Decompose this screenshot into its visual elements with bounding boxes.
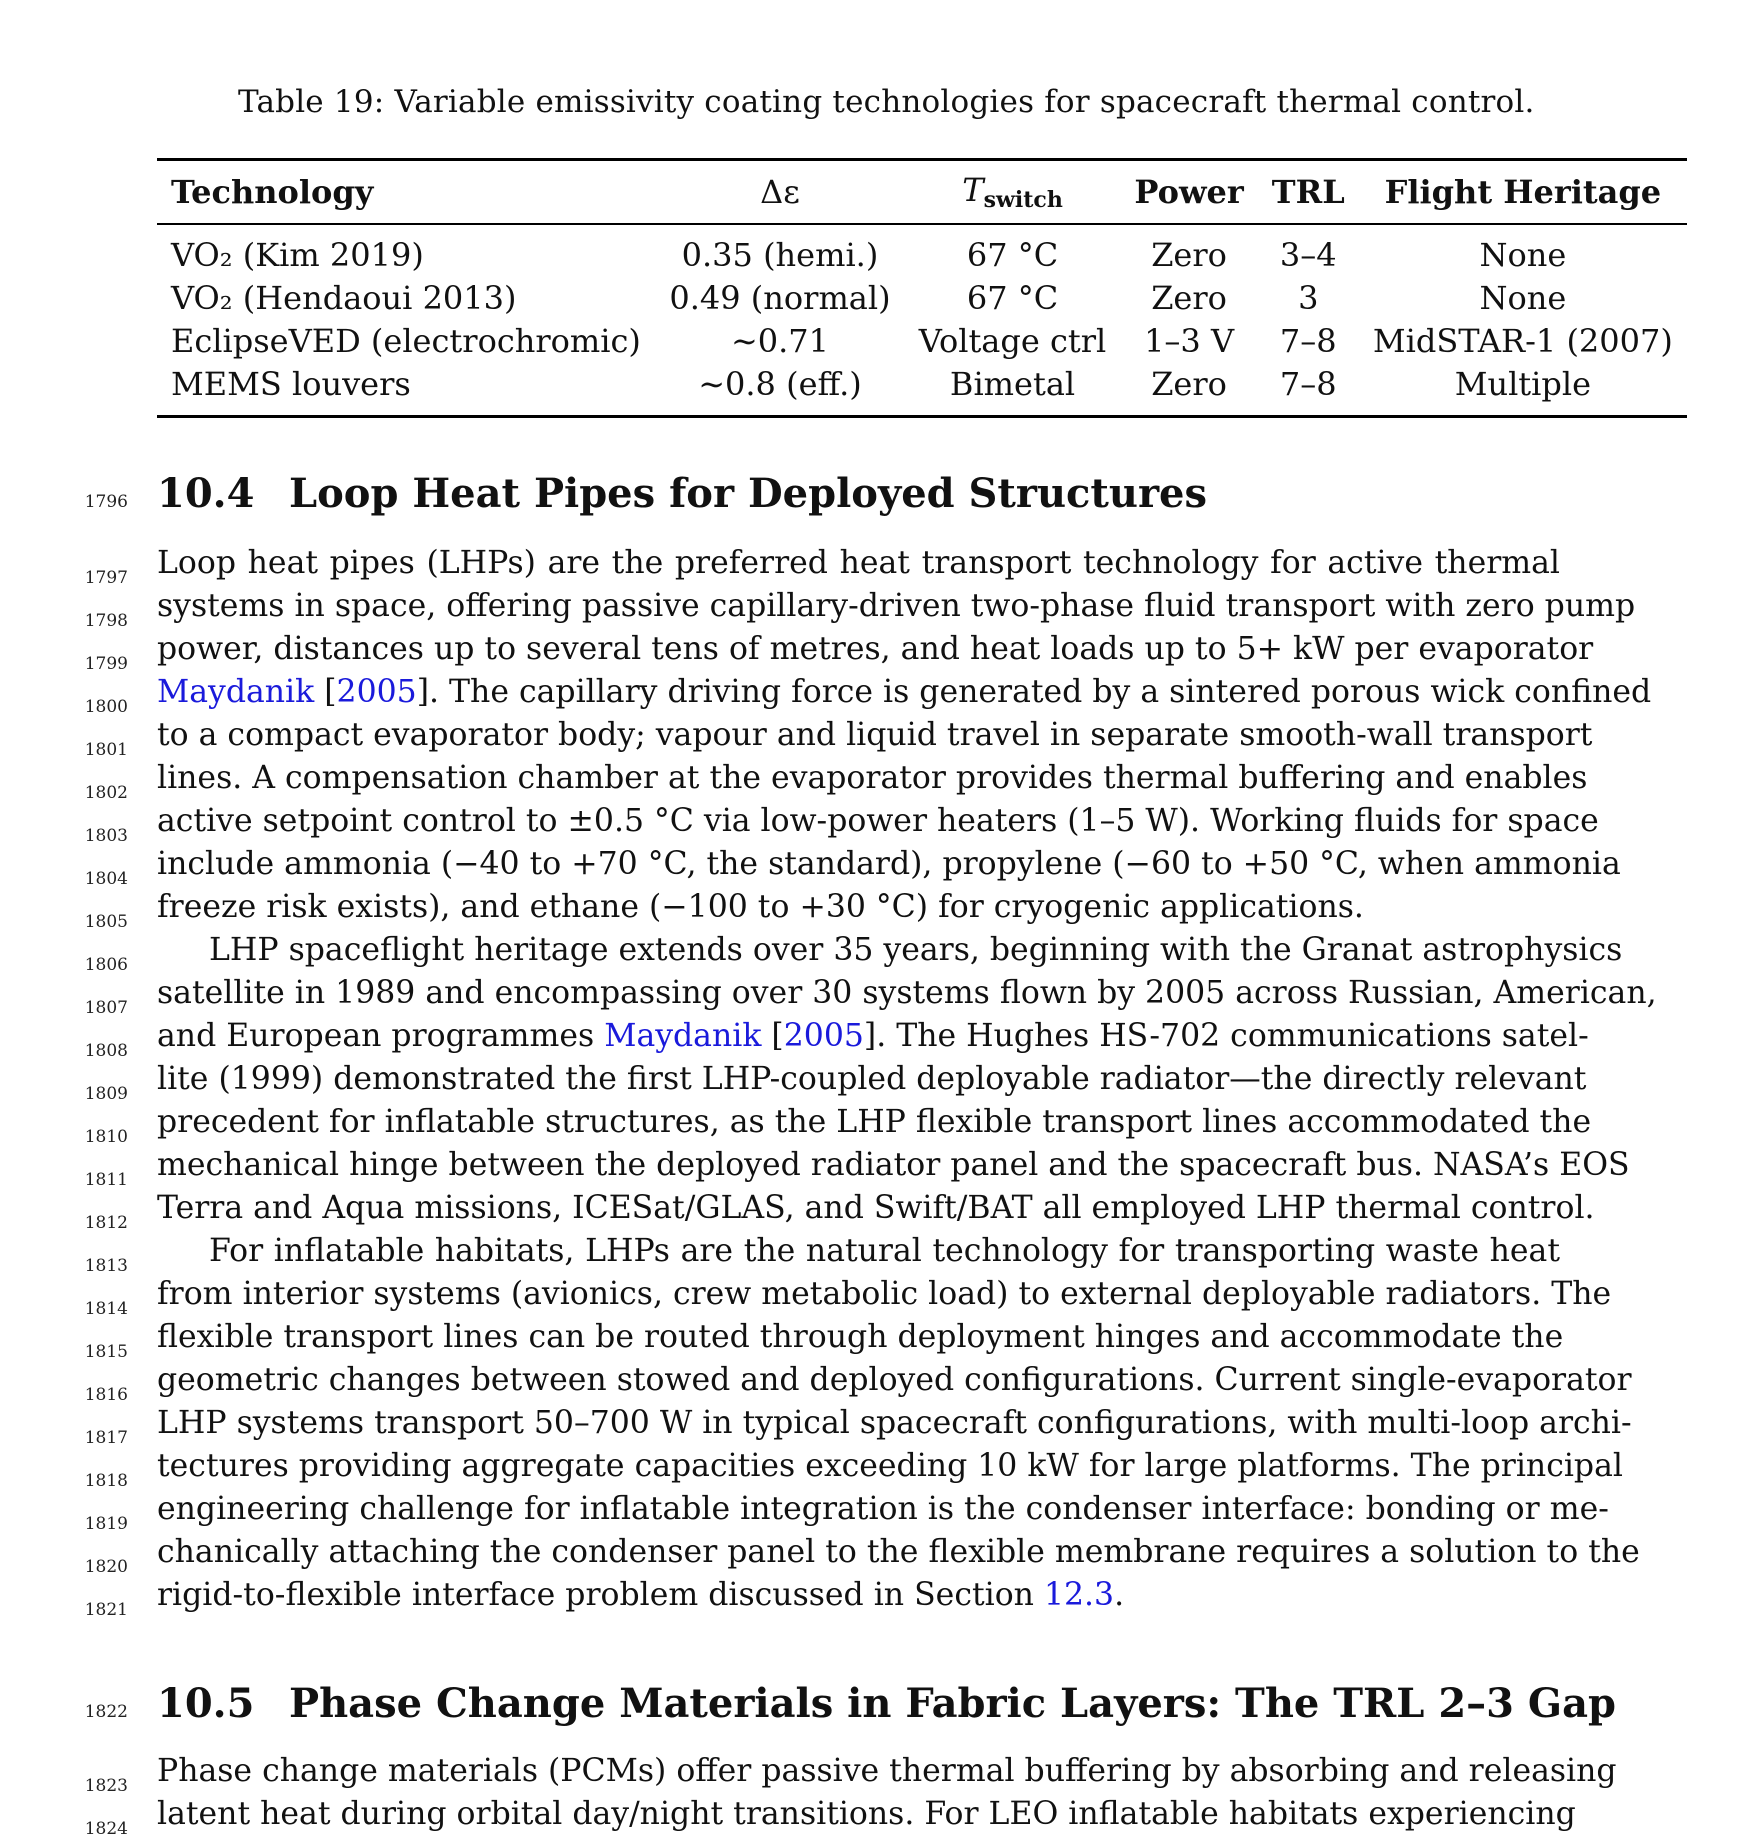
text-line: chanically attaching the condenser panel to the flexible membrane requires a solution to the <box>157 1534 1640 1570</box>
table-row <box>157 224 1687 276</box>
header-delta-epsilon <box>655 160 904 225</box>
line-number: 1809 <box>84 1084 128 1104</box>
cell-tswitch: Bimetal <box>949 364 1076 403</box>
cell-trl: 3 <box>1298 278 1319 317</box>
text-line: satellite in 1989 and encompassing over 30 systems flown by 2005 across Russian, American, <box>157 975 1657 1011</box>
line-number: 1803 <box>84 826 128 846</box>
text-segment: ]. The Hughes HS-702 communications satel- <box>863 1018 1589 1054</box>
line-number: 1816 <box>84 1385 128 1405</box>
text-line: precedent for inflatable structures, as the LHP flexible transport lines accommodated the <box>157 1104 1592 1140</box>
cell-heritage: None <box>1479 278 1567 317</box>
header-delta-epsilon-text: Δε <box>760 173 800 211</box>
section-title: Loop Heat Pipes for Deployed Structures <box>289 470 1208 517</box>
text-line: geometric changes between stowed and deployed configurations. Current single-evaporator <box>157 1362 1632 1398</box>
line-number: 1799 <box>84 654 128 674</box>
section-heading-10-4 <box>157 470 1207 517</box>
line-number: 1806 <box>84 955 128 975</box>
text-line: Phase change materials (PCMs) offer passive thermal buffering by absorbing and releasing <box>157 1753 1617 1789</box>
cell-technology: EclipseVED (electrochromic) <box>171 321 641 360</box>
line-number: 1813 <box>84 1256 128 1276</box>
line-number: 1801 <box>84 740 128 760</box>
text-segment: . <box>1114 1577 1125 1613</box>
text-line: LHP systems transport 50–700 W in typical spacecraft configurations, with multi-loop archi- <box>157 1405 1632 1441</box>
section-heading-10-5 <box>157 1680 1616 1727</box>
line-number: 1817 <box>84 1428 128 1448</box>
line-number: 1805 <box>84 912 128 932</box>
cell-tswitch: 67 °C <box>966 235 1059 274</box>
cell-tswitch: Voltage ctrl <box>918 321 1107 360</box>
text-line <box>157 1574 1560 1617</box>
citation-bracket: [ <box>314 674 337 710</box>
text-line: mechanical hinge between the deployed radiator panel and the spacecraft bus. NASA’s EOS <box>157 1147 1630 1183</box>
cell-power: 1–3 V <box>1144 321 1235 360</box>
text-segment: and European programmes <box>157 1018 605 1054</box>
line-number: 1800 <box>84 697 128 717</box>
text-line <box>157 671 1652 714</box>
header-t-switch <box>905 160 1121 225</box>
line-number: 1819 <box>84 1514 128 1534</box>
line-number: 1797 <box>84 568 128 588</box>
header-t-switch-sub: switch <box>983 187 1063 213</box>
text-line: lite (1999) demonstrated the first LHP-coupled deployable radiator—the directly relevant <box>157 1061 1587 1097</box>
section-number: 10.5 <box>157 1680 255 1727</box>
citation-bracket: [ <box>761 1018 784 1054</box>
cell-technology: VO₂ (Hendaoui 2013) <box>171 278 517 317</box>
line-number: 1822 <box>84 1702 128 1722</box>
text-line: engineering challenge for inflatable integration is the condenser interface: bonding or me- <box>157 1491 1609 1527</box>
cell-delta: 0.49 (normal) <box>669 278 891 317</box>
text-line: For inflatable habitats, LHPs are the natural technology for transporting waste heat <box>209 1233 1560 1269</box>
text-line: flexible transport lines can be routed through deployment hinges and accommodate the <box>157 1319 1564 1355</box>
line-number: 1818 <box>84 1471 128 1491</box>
text-line: latent heat during orbital day/night transitions. For LEO inflatable habitats experiencing <box>157 1796 1576 1832</box>
cell-heritage: MidSTAR-1 (2007) <box>1372 321 1673 360</box>
cell-tswitch: 67 °C <box>966 278 1059 317</box>
cell-technology: MEMS louvers <box>171 364 411 403</box>
text-segment: ]. The capillary driving force is generated by a sintered porous wick confined <box>416 674 1652 710</box>
table-caption: Table 19: Variable emissivity coating technologies for spacecraft thermal control. <box>238 84 1535 120</box>
cell-heritage: None <box>1479 235 1567 274</box>
line-number: 1815 <box>84 1342 128 1362</box>
cell-technology: VO₂ (Kim 2019) <box>171 235 424 274</box>
cell-power: Zero <box>1151 278 1227 317</box>
line-number: 1798 <box>84 611 128 631</box>
citation-year-link[interactable]: 2005 <box>783 1018 864 1054</box>
line-number: 1824 <box>84 1819 128 1839</box>
line-number: 1823 <box>84 1776 128 1796</box>
cell-trl: 3–4 <box>1279 235 1337 274</box>
line-number: 1807 <box>84 998 128 1018</box>
text-line: lines. A compensation chamber at the evaporator provides thermal buffering and enables <box>157 760 1588 796</box>
table-row <box>157 362 1687 417</box>
line-number: 1821 <box>84 1600 128 1620</box>
text-segment: rigid-to-flexible interface problem discussed in Section <box>157 1577 1044 1613</box>
line-number: 1804 <box>84 869 128 889</box>
text-line: power, distances up to several tens of metres, and heat loads up to 5+ kW per evaporator <box>157 631 1594 667</box>
table-header-row <box>157 160 1687 225</box>
text-line: tectures providing aggregate capacities exceeding 10 kW for large platforms. The principal <box>157 1448 1623 1484</box>
line-number: 1810 <box>84 1127 128 1147</box>
cell-trl: 7–8 <box>1279 364 1337 403</box>
text-line: include ammonia (−40 to +70 °C, the standard), propylene (−60 to +50 °C, when ammonia <box>157 846 1621 882</box>
line-number: 1796 <box>84 492 128 512</box>
header-technology: Technology <box>171 173 374 211</box>
cell-delta: ∼0.8 (eff.) <box>698 364 862 403</box>
text-line: Terra and Aqua missions, ICESat/GLAS, and Swift/BAT all employed LHP thermal control. <box>157 1190 1595 1226</box>
table-row <box>157 319 1687 362</box>
text-line <box>157 1015 1589 1058</box>
text-line: freeze risk exists), and ethane (−100 to +30 °C) for cryogenic applications. <box>157 889 1364 925</box>
cell-power: Zero <box>1151 235 1227 274</box>
header-power: Power <box>1134 173 1244 211</box>
cell-heritage: Multiple <box>1454 364 1592 403</box>
cell-power: Zero <box>1151 364 1227 403</box>
cell-delta: ∼0.71 <box>730 321 830 360</box>
text-line: LHP spaceflight heritage extends over 35 years, beginning with the Granat astrophysics <box>209 932 1623 968</box>
section-number: 10.4 <box>157 470 255 517</box>
line-number: 1802 <box>84 783 128 803</box>
citation-author-link[interactable]: Maydanik <box>157 674 315 710</box>
cell-trl: 7–8 <box>1279 321 1337 360</box>
line-number: 1812 <box>84 1213 128 1233</box>
text-line: to a compact evaporator body; vapour and liquid travel in separate smooth-wall transport <box>157 717 1593 753</box>
text-line: active setpoint control to ±0.5 °C via low-power heaters (1–5 W). Working fluids for space <box>157 803 1599 839</box>
header-trl: TRL <box>1271 173 1345 211</box>
emissivity-table <box>157 158 1687 418</box>
line-number: 1820 <box>84 1557 128 1577</box>
header-flight-heritage: Flight Heritage <box>1384 173 1662 211</box>
text-line: from interior systems (avionics, crew metabolic load) to external deployable radiators. The <box>157 1276 1612 1312</box>
section-reference-link[interactable]: 12.3 <box>1043 1577 1115 1613</box>
citation-year-link[interactable]: 2005 <box>336 674 417 710</box>
citation-author-link[interactable]: Maydanik <box>604 1018 762 1054</box>
text-line: Loop heat pipes (LHPs) are the preferred heat transport technology for active thermal <box>157 545 1560 581</box>
cell-delta: 0.35 (hemi.) <box>681 235 879 274</box>
line-number: 1814 <box>84 1299 128 1319</box>
section-title: Phase Change Materials in Fabric Layers: The TRL 2–3 Gap <box>289 1680 1616 1727</box>
line-number: 1808 <box>84 1041 128 1061</box>
table-row <box>157 276 1687 319</box>
header-t-switch-main: T <box>962 171 984 209</box>
line-number: 1811 <box>84 1170 128 1190</box>
text-line: systems in space, offering passive capillary-driven two-phase fluid transport with zero pump <box>157 588 1636 624</box>
